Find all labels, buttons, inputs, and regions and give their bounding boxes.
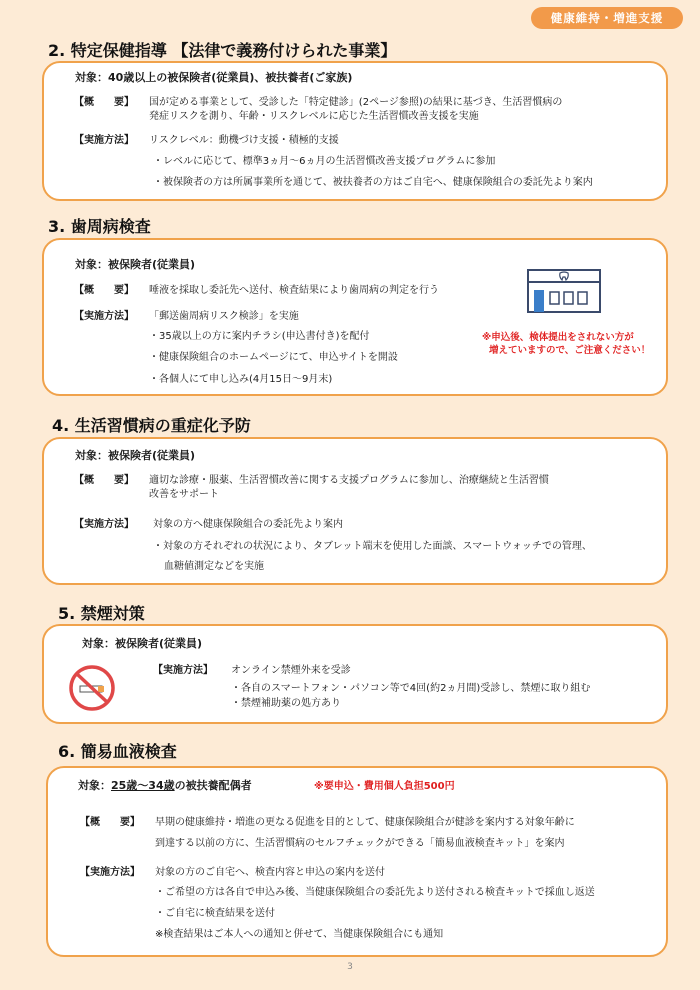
section-3-gaiyo-label: 【概 要】 xyxy=(74,285,134,296)
section-2-method-line3: ・被保険者の方は所属事業所を通じて、被扶養者の方はご自宅へ、健康保険組合の委託先より案内 xyxy=(153,177,593,188)
section-3-method-line3: ・健康保険組合のホームページにて、申込サイトを開設 xyxy=(149,352,398,363)
section-6-target-note: ※要申込・費用個人負担500円 xyxy=(314,781,455,792)
section-6-target-prefix: 対象： xyxy=(78,779,111,792)
section-4-gaiyo-line2: 改善をサポート xyxy=(149,489,219,500)
category-badge: 健康維持・増進支援 xyxy=(531,7,683,29)
page-number: 3 xyxy=(347,962,353,972)
section-6-gaiyo-line2: 到達する以前の方に、生活習慣病のセルフチェックができる「簡易血液検査キット」を案内 xyxy=(155,838,565,849)
section-6-title: 6. 簡易血液検査 xyxy=(58,742,177,761)
section-5-method-label: 【実施方法】 xyxy=(153,665,213,676)
section-5-method-line1: オンライン禁煙外来を受診 xyxy=(231,665,351,676)
section-3-note-line2: 増えていますので、ご注意ください！ xyxy=(489,345,651,356)
section-2-target: 対象：40歳以上の被保険者(従業員)、被扶養者(ご家族) xyxy=(75,71,353,84)
section-6-method-line2: ・ご希望の方は各自で申込み後、当健康保険組合の委託先より送付される検査キットで採血し返送 xyxy=(155,887,595,898)
section-6-target-suffix: の被扶養配偶者 xyxy=(174,779,252,792)
section-2-gaiyo-line1: 国が定める事業として、受診した「特定健診」(2ページ参照)の結果に基づき、生活習慣病の xyxy=(149,97,563,108)
section-3-gaiyo-line1: 唾液を採取し委託先へ送付、検査結果により歯周病の判定を行う xyxy=(149,285,439,296)
section-4-title: 4. 生活習慣病の重症化予防 xyxy=(52,416,251,435)
section-6-target xyxy=(78,779,252,793)
section-2-gaiyo-label: 【概 要】 xyxy=(74,97,134,108)
section-6-method-line3: ・ご自宅に検査結果を送付 xyxy=(155,908,275,919)
section-6-gaiyo-line1: 早期の健康維持・増進の更なる促進を目的として、健康保険組合が健診を案内する対象年齢に xyxy=(155,817,575,828)
section-3-method-line2: ・35歳以上の方に案内チラシ(申込書付き)を配付 xyxy=(149,331,370,342)
section-5-method-line2: ・各自のスマートフォン・パソコン等で4回(約2ヵ月間)受診し、禁煙に取り組む xyxy=(231,683,591,694)
section-3-target: 対象：被保険者(従業員) xyxy=(75,258,196,271)
section-3-method-line1: 「郵送歯周病リスク検診」を実施 xyxy=(149,311,299,322)
section-4-gaiyo-line1: 適切な診療・服薬、生活習慣改善に関する支援プログラムに参加し、治療継続と生活習慣 xyxy=(149,475,549,486)
dental-clinic-icon xyxy=(526,268,602,314)
section-5-method-line3: ・禁煙補助薬の処方あり xyxy=(231,698,341,709)
section-5-target: 対象：被保険者(従業員) xyxy=(82,637,203,650)
section-2-method-line1: リスクレベル：動機づけ支援・積極的支援 xyxy=(149,135,339,146)
section-6-gaiyo-label: 【概 要】 xyxy=(80,817,140,828)
section-6-method-line4: ※検査結果はご本人への通知と併せて、当健康保険組合にも通知 xyxy=(155,929,444,940)
no-smoking-icon xyxy=(68,664,116,712)
section-3-method-line4: ・各個人にて申し込み(4月15日～9月末) xyxy=(149,374,333,385)
section-4-gaiyo-label: 【概 要】 xyxy=(74,475,134,486)
section-4-method-label: 【実施方法】 xyxy=(74,519,134,530)
section-2-method-label: 【実施方法】 xyxy=(74,135,134,146)
section-3-method-label: 【実施方法】 xyxy=(74,311,134,322)
section-6-target-age: 25歳～34歳 xyxy=(111,779,175,792)
section-6-method-label: 【実施方法】 xyxy=(80,867,140,878)
section-4-target: 対象：被保険者(従業員) xyxy=(75,449,196,462)
section-4-method-line3: 血糖値測定などを実施 xyxy=(164,561,264,572)
section-3-title: 3. 歯周病検査 xyxy=(48,217,151,236)
section-2-title: 2. 特定保健指導 【法律で義務付けられた事業】 xyxy=(48,41,397,60)
section-4-method-line1: 対象の方へ健康保険組合の委託先より案内 xyxy=(153,519,343,530)
section-2-gaiyo-line2: 発症リスクを測り、年齢・リスクレベルに応じた生活習慣改善支援を実施 xyxy=(149,111,479,122)
section-6-method-line1: 対象の方のご自宅へ、検査内容と申込の案内を送付 xyxy=(155,867,385,878)
section-2-method-line2: ・レベルに応じて、標準3ヵ月～6ヵ月の生活習慣改善支援プログラムに参加 xyxy=(153,156,496,167)
section-3-note-line1: ※申込後、検体提出をされない方が xyxy=(482,332,634,343)
section-4-method-line2: ・対象の方それぞれの状況により、タブレット端末を使用した面談、スマートウォッチでの管理、 xyxy=(153,541,592,552)
section-5-title: 5. 禁煙対策 xyxy=(58,604,145,623)
